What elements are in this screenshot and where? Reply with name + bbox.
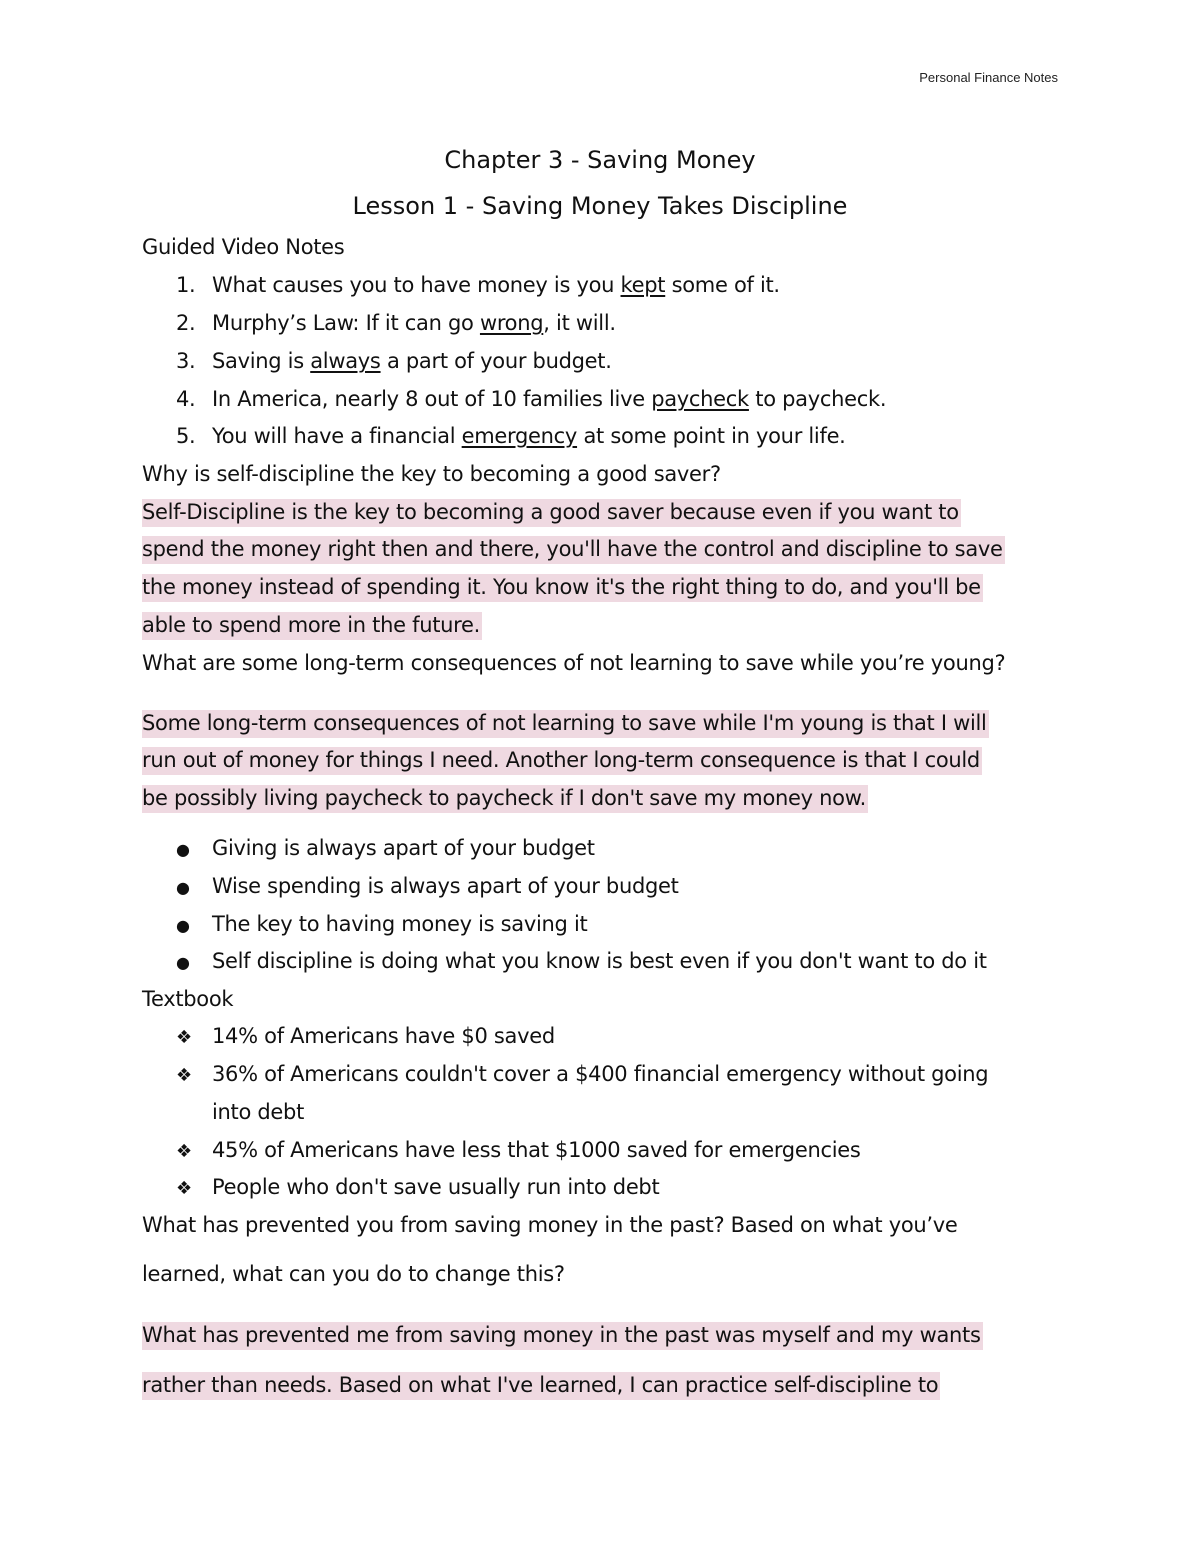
guided-notes-heading: Guided Video Notes [142, 235, 345, 259]
highlighted-answer-text: rather than needs. Based on what I've learned, I can practice self-discipline to [142, 1372, 940, 1400]
answer-line [142, 1371, 940, 1399]
question-prevented-saving: What has prevented you from saving money in the past? Based on what you’ve [142, 1213, 958, 1237]
numbered-note [176, 422, 846, 450]
highlighted-answer-text: spend the money right then and there, you'll have the control and discipline to save [142, 536, 1005, 564]
answer-line [142, 784, 868, 812]
note-text: In America, nearly 8 out of 10 families live [212, 387, 652, 411]
textbook-item [176, 1173, 659, 1203]
textbook-heading: Textbook [142, 987, 234, 1011]
bullet-text: Giving is always apart of your budget [212, 836, 595, 860]
answer-line [142, 611, 482, 639]
bullet-item [176, 872, 679, 902]
highlighted-answer-text: able to spend more in the future. [142, 612, 482, 640]
note-keyword: emergency [461, 424, 578, 448]
bullet-dot-icon: ● [176, 878, 190, 897]
numbered-note [176, 271, 780, 299]
bullet-dot-icon: ● [176, 840, 190, 859]
bullet-item [176, 947, 987, 977]
diamond-bullet-icon: ❖ [176, 1027, 192, 1048]
page-header: Personal Finance Notes [919, 70, 1058, 85]
note-text: some of it. [665, 273, 780, 297]
note-number: 4. [176, 387, 196, 411]
bullet-item [176, 910, 587, 940]
textbook-item-text: People who don't save usually run into debt [212, 1175, 660, 1199]
chapter-title: Chapter 3 - Saving Money [444, 146, 756, 174]
note-number: 5. [176, 424, 196, 448]
answer-line [142, 1321, 983, 1349]
note-text: , it will. [543, 311, 616, 335]
note-keyword: paycheck [651, 387, 749, 411]
question-self-discipline: Why is self-discipline the key to becoming a good saver? [142, 462, 721, 486]
bullet-item [176, 834, 595, 864]
lesson-title: Lesson 1 - Saving Money Takes Discipline [352, 192, 848, 220]
numbered-note [176, 385, 886, 413]
highlighted-answer-text: What has prevented me from saving money in the past was myself and my wants [142, 1322, 983, 1350]
answer-line [142, 498, 961, 526]
note-text: a part of your budget. [380, 349, 612, 373]
numbered-note [176, 347, 612, 375]
highlighted-answer-text: Self-Discipline is the key to becoming a good saver because even if you want to [142, 499, 961, 527]
bullet-text: Self discipline is doing what you know is best even if you don't want to do it [212, 949, 987, 973]
numbered-note [176, 309, 616, 337]
question-prevented-saving-cont: learned, what can you do to change this? [142, 1262, 565, 1286]
textbook-item-text: 36% of Americans couldn't cover a $400 financial emergency without going [212, 1062, 989, 1086]
textbook-item-text: 14% of Americans have $0 saved [212, 1024, 555, 1048]
diamond-bullet-icon: ❖ [176, 1141, 192, 1162]
note-text: Saving is [212, 349, 311, 373]
note-keyword: always [310, 349, 381, 373]
answer-line [142, 573, 983, 601]
bullet-text: Wise spending is always apart of your budget [212, 874, 679, 898]
note-number: 3. [176, 349, 196, 373]
textbook-item [176, 1136, 861, 1166]
note-keyword: kept [620, 273, 666, 297]
highlighted-answer-text: Some long-term consequences of not learning to save while I'm young is that I will [142, 710, 989, 738]
textbook-item-text: 45% of Americans have less that $1000 saved for emergencies [212, 1138, 861, 1162]
diamond-bullet-icon: ❖ [176, 1178, 192, 1199]
bullet-text: The key to having money is saving it [212, 912, 588, 936]
answer-line [142, 535, 1005, 563]
bullet-dot-icon: ● [176, 953, 190, 972]
note-number: 2. [176, 311, 196, 335]
answer-line [142, 746, 982, 774]
highlighted-answer-text: the money instead of spending it. You know it's the right thing to do, and you'll be [142, 574, 983, 602]
note-text: What causes you to have money is you [212, 273, 621, 297]
highlighted-answer-text: run out of money for things I need. Another long-term consequence is that I could [142, 747, 982, 775]
note-text: You will have a financial [212, 424, 462, 448]
textbook-item [176, 1060, 988, 1090]
highlighted-answer-text: be possibly living paycheck to paycheck if I don't save my money now. [142, 785, 868, 813]
note-text: to paycheck. [748, 387, 887, 411]
diamond-bullet-icon: ❖ [176, 1065, 192, 1086]
question-long-term-consequences: What are some long-term consequences of not learning to save while you’re young? [142, 651, 1006, 675]
answer-line [142, 709, 989, 737]
bullet-dot-icon: ● [176, 916, 190, 935]
textbook-item-continuation: into debt [212, 1100, 305, 1124]
note-text: at some point in your life. [577, 424, 846, 448]
note-number: 1. [176, 273, 196, 297]
note-text: Murphy’s Law: If it can go [212, 311, 480, 335]
textbook-item [176, 1022, 555, 1052]
note-keyword: wrong [479, 311, 544, 335]
